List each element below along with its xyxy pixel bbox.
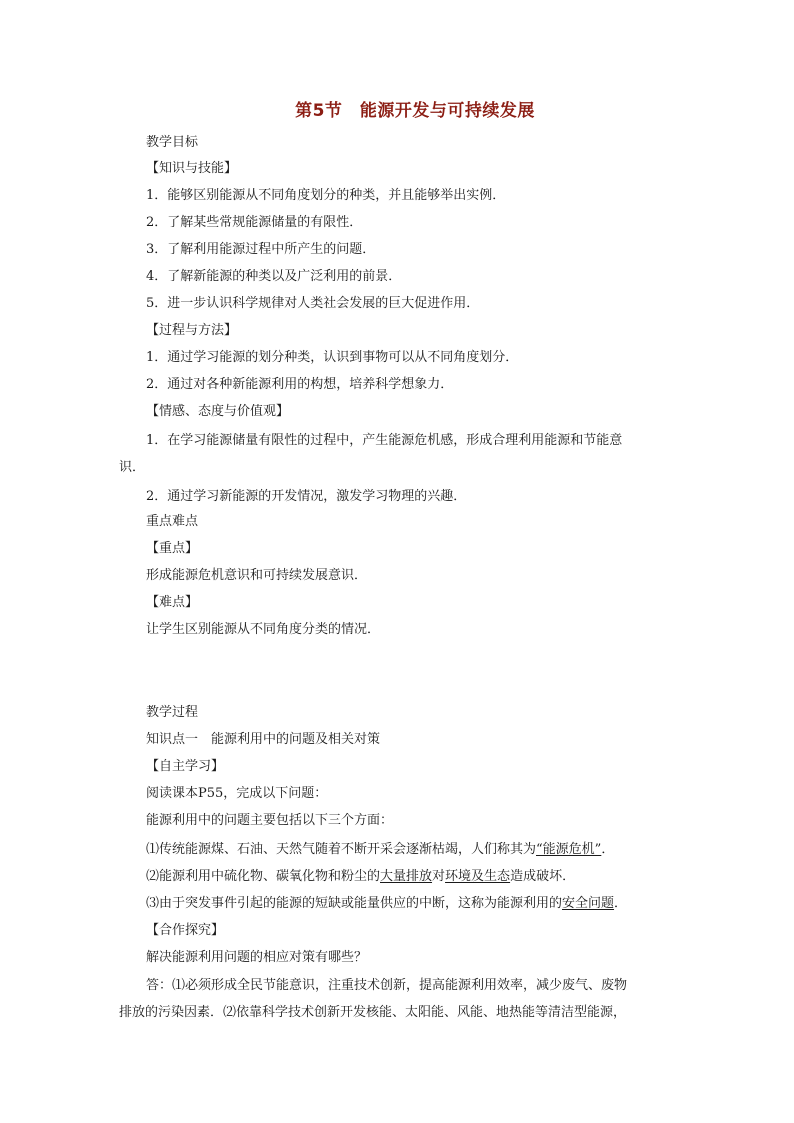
process-method-heading: 【过程与方法】 (146, 323, 238, 338)
process-heading: 教学过程 (146, 705, 199, 720)
emotion-heading: 【情感、态度与价值观】 (146, 404, 290, 419)
answer-line: 答：⑴必须形成全民节能意识，注重技术创新，提高能源利用效率，减少废气、废物 (146, 978, 628, 993)
difficult-text: 让学生区别能源从不同角度分类的情况． (146, 622, 381, 637)
problem-text: ⑶由于突发事件引起的能源的短缺或能量供应的中断，这称为能源利用的 (146, 896, 563, 911)
goals-heading: 教学目标 (146, 135, 199, 150)
process-method-item: 2．通过对各种新能源利用的构想，培养科学想象力． (146, 377, 454, 392)
self-study-heading: 【自主学习】 (146, 759, 225, 774)
problem-item-2 (0, 868, 794, 886)
cooperative-heading: 【合作探究】 (146, 923, 225, 938)
fill-answer: 环境及生态 (445, 869, 511, 884)
fill-answer: 大量排放 (380, 869, 433, 884)
emotion-item-line: 识． (119, 460, 146, 475)
problem-text: ⑴传统能源煤、石油、天然气随着不断开采会逐渐枯竭，人们称其为 (146, 842, 537, 857)
answer-line: 排放的污染因素．⑵依靠科学技术创新开发核能、太阳能、风能、地热能等清洁型能源， (119, 1005, 627, 1020)
key-text: 形成能源危机意识和可持续发展意识． (146, 568, 368, 583)
problem-text: 造成破坏． (510, 869, 576, 884)
problem-text: ． (601, 842, 615, 857)
keypoints-heading: 重点难点 (146, 514, 199, 529)
knowledge-item: 2．了解某些常规能源储量的有限性． (146, 215, 363, 230)
problem-text: ． (614, 896, 628, 911)
key-heading: 【重点】 (146, 541, 199, 556)
knowledge-point-title: 知识点一 能源利用中的问题及相关对策 (146, 732, 381, 747)
fill-answer: 安全问题 (562, 896, 615, 911)
knowledge-item: 5．进一步认识科学规律对人类社会发展的巨大促进作用． (146, 296, 480, 311)
problem-text: 对 (432, 869, 446, 884)
knowledge-item: 3．了解利用能源过程中所产生的问题． (146, 242, 376, 257)
emotion-item-line: 1．在学习能源储量有限性的过程中，产生能源危机感，形成合理利用能源和节能意 (146, 433, 623, 448)
problem-text: ⑵能源利用中硫化物、碳氧化物和粉尘的 (146, 869, 381, 884)
process-method-item: 1．通过学习能源的划分种类，认识到事物可以从不同角度划分． (146, 350, 519, 365)
knowledge-item: 4．了解新能源的种类以及广泛利用的前景． (146, 269, 402, 284)
reading-instruction: 阅读课本P55，完成以下问题： (146, 786, 328, 801)
knowledge-item: 1．能够区别能源从不同角度划分的种类，并且能够举出实例． (146, 188, 506, 203)
problem-item-3 (0, 895, 794, 913)
problems-intro: 能源利用中的问题主要包括以下三个方面： (146, 813, 394, 828)
emotion-item: 2．通过学习新能源的开发情况，激发学习物理的兴趣． (146, 489, 467, 504)
difficult-heading: 【难点】 (146, 595, 199, 610)
knowledge-heading: 【知识与技能】 (146, 161, 238, 176)
question-text: 解决能源利用问题的相应对策有哪些？ (146, 950, 368, 965)
problem-item-1 (0, 841, 794, 859)
fill-answer: “能源危机” (536, 842, 602, 857)
page-title: 第5节 能源开发与可持续发展 (295, 101, 535, 121)
